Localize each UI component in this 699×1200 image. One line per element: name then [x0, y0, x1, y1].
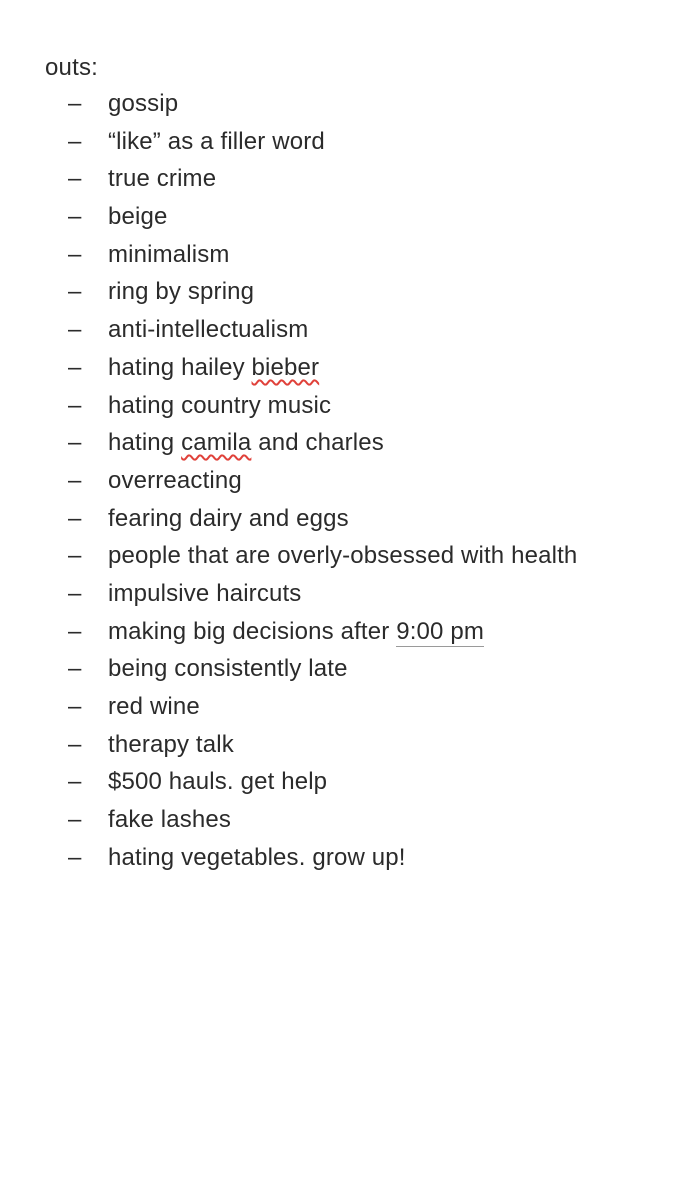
list-item-text	[108, 349, 319, 387]
dash-bullet: –	[68, 768, 82, 796]
dash-bullet: –	[68, 466, 82, 494]
list-item	[0, 537, 699, 575]
dash-bullet: –	[68, 843, 82, 871]
text-segment: gossip	[108, 90, 179, 117]
list-item	[0, 349, 699, 387]
dash-bullet: –	[68, 655, 82, 683]
list-item	[0, 424, 699, 462]
list-item-text	[108, 198, 167, 236]
list-item-text	[108, 763, 327, 801]
dash-bullet: –	[68, 316, 82, 344]
list-item	[0, 236, 699, 274]
list-item-text	[108, 726, 234, 764]
text-segment: people that are overly-obsessed with health	[108, 542, 578, 570]
detected-time-link[interactable]: 9:00 pm	[396, 617, 484, 645]
list-item	[0, 763, 699, 801]
list-item	[0, 198, 699, 236]
text-segment: hating hailey	[108, 353, 252, 381]
list-item-text	[108, 575, 301, 613]
text-segment: fake lashes	[108, 806, 232, 834]
dash-bullet: –	[68, 429, 82, 457]
text-segment: red wine	[108, 693, 200, 720]
list-item	[0, 801, 699, 839]
text-segment: and charles	[251, 429, 384, 457]
text-segment: “like” as a filler word	[108, 127, 325, 155]
text-segment: hating country music	[108, 391, 332, 419]
list-item	[0, 613, 699, 651]
list-item	[0, 85, 699, 123]
list-item	[0, 650, 699, 688]
text-segment: therapy talk	[108, 730, 234, 758]
misspelled-word[interactable]: camila	[181, 429, 252, 457]
list-item-text	[108, 387, 331, 425]
dash-bullet: –	[68, 617, 82, 645]
dash-bullet: –	[68, 806, 82, 834]
dash-bullet: –	[68, 391, 82, 419]
list-item	[0, 160, 699, 198]
list-item	[0, 311, 699, 349]
text-segment: anti-intellectualism	[108, 316, 309, 344]
dash-bullet: –	[68, 90, 82, 117]
list-item-text	[108, 801, 231, 839]
misspelled-word[interactable]: bieber	[251, 353, 320, 381]
list-item-text	[108, 236, 230, 274]
list-item-text	[108, 85, 178, 123]
text-segment: being consistently late	[108, 655, 348, 683]
dash-bullet: –	[68, 730, 82, 758]
list-item	[0, 726, 699, 764]
list-item-text	[108, 160, 216, 198]
list-item	[0, 273, 699, 311]
dash-bullet: –	[68, 504, 82, 532]
text-segment: $500 hauls. get help	[108, 768, 328, 796]
text-segment: true crime	[108, 165, 217, 193]
list-item	[0, 462, 699, 500]
list-item	[0, 688, 699, 726]
text-segment: overreacting	[108, 466, 242, 494]
dash-bullet: –	[68, 353, 82, 381]
dash-bullet: –	[68, 240, 82, 268]
list-item-text	[108, 462, 242, 500]
text-segment: impulsive haircuts	[108, 579, 302, 607]
list-item-text	[108, 273, 254, 311]
dash-bullet: –	[68, 278, 82, 306]
text-segment: minimalism	[108, 240, 230, 268]
text-segment: ring by spring	[108, 278, 255, 306]
list-item	[0, 839, 699, 877]
dash-bullet: –	[68, 165, 82, 193]
text-segment: hating vegetables. grow up!	[108, 843, 406, 871]
text-segment: hating	[108, 429, 182, 457]
text-segment: making big decisions after	[108, 617, 397, 645]
list-item-text	[108, 123, 325, 161]
list-item-text	[108, 613, 484, 651]
dash-bullet: –	[68, 127, 82, 155]
list-item	[0, 123, 699, 161]
text-segment: fearing dairy and eggs	[108, 504, 349, 532]
note-heading: outs:	[45, 54, 99, 81]
list-item-text	[108, 537, 577, 575]
list-item	[0, 575, 699, 613]
dash-bullet: –	[68, 579, 82, 607]
list-item	[0, 500, 699, 538]
list-item-text	[108, 311, 308, 349]
list-item-text	[108, 839, 406, 877]
dash-bullet: –	[68, 693, 82, 720]
list-item	[0, 387, 699, 425]
dash-bullet: –	[68, 203, 82, 231]
list-item-text	[108, 688, 200, 726]
dash-bullet: –	[68, 542, 82, 570]
list-item-text	[108, 650, 348, 688]
outs-list	[0, 85, 699, 876]
list-item-text	[108, 424, 384, 462]
list-item-text	[108, 500, 349, 538]
text-segment: beige	[108, 203, 168, 231]
